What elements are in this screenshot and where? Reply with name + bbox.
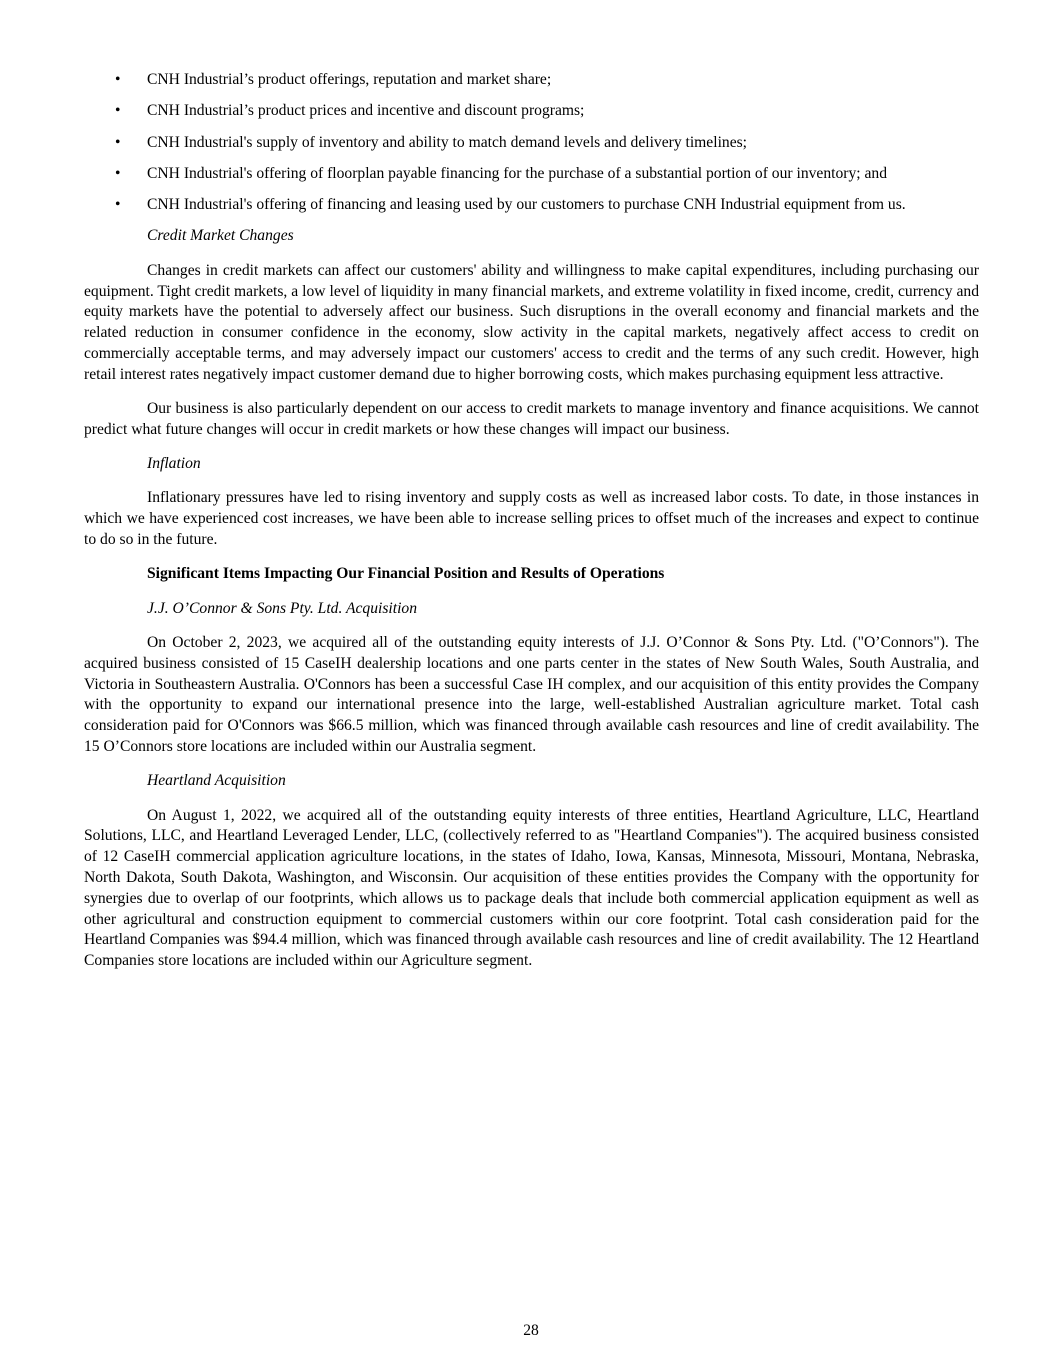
- cnh-factors-list: [84, 70, 979, 216]
- oconnor-acquisition-paragraph: On October 2, 2023, we acquired all of the outstanding equity interests of J.J. O’Connor & Sons Pty. Ltd. ("O’Connors"). The acquired business consisted of 15 CaseIH dealership locations and one parts center in the states of New South Wales, South Australia, and Victoria in Southeastern Australia. O'Connors has been a successful Case IH complex, and our acquisition of this entity provides the Company with the opportunity to expand our international presence into the large, well-established Australian agriculture market. Total cash consideration paid for O'Connors was $66.5 million, which was financed through available cash resources and line of credit availability. The 15 O’Connors store locations are included within our Australia segment.: [84, 633, 979, 755]
- inflation-heading: Inflation: [147, 455, 201, 473]
- heartland-acquisition-heading: Heartland Acquisition: [147, 772, 286, 790]
- heartland-acquisition-paragraph: On August 1, 2022, we acquired all of the outstanding equity interests of three entities, Heartland Agriculture, LLC, Heartland Solutions, LLC, and Heartland Leveraged Lender, LLC, (collectively referred to as "Heartland Companies"). The acquired business consisted of 12 CaseIH commercial application agriculture locations, in the states of Idaho, Iowa, Kansas, Minnesota, Missouri, Montana, Nebraska, North Dakota, South Dakota, Washington, and Wisconsin. Our acquisition of these entities provides the Company with the opportunity for synergies due to overlap of our footprints, which allows us to package deals that include both commercial application equipment as well as other agricultural and construction equipment to commercial customers within our core footprint. Total cash consideration paid for the Heartland Companies was $94.4 million, which was financed through available cash resources and line of credit availability. The 12 Heartland Companies store locations are included within our Agriculture segment.: [84, 806, 979, 970]
- list-item: [84, 70, 979, 91]
- bullet-icon: •: [115, 102, 121, 120]
- list-item: [84, 133, 979, 154]
- bullet-icon: •: [115, 196, 121, 214]
- credit-market-paragraph-2: Our business is also particularly dependent on our access to credit markets to manage inventory and finance acquisitions. We cannot predict what future changes will occur in credit markets or how these changes will impact our business.: [84, 400, 979, 438]
- list-item-text: CNH Industrial's offering of financing and leasing used by our customers to purchase CNH Industrial equipment from us.: [147, 196, 906, 214]
- bullet-icon: •: [115, 164, 121, 182]
- list-item-text: CNH Industrial's supply of inventory and ability to match demand levels and delivery timelines;: [147, 133, 748, 151]
- bullet-icon: •: [115, 71, 121, 88]
- list-item: [84, 195, 979, 216]
- bullet-icon: •: [115, 133, 121, 151]
- list-item: [84, 164, 979, 185]
- document-page: [84, 70, 979, 985]
- significant-items-heading: Significant Items Impacting Our Financial Position and Results of Operations: [147, 565, 665, 583]
- list-item-text: CNH Industrial’s product offerings, reputation and market share;: [147, 71, 552, 88]
- list-item-text: CNH Industrial’s product prices and incentive and discount programs;: [147, 102, 585, 120]
- inflation-paragraph: Inflationary pressures have led to rising inventory and supply costs as well as increased labor costs. To date, in those instances in which we have experienced cost increases, we have been able to increase selling prices to offset much of the increases and expect to continue to do so in the future.: [84, 489, 979, 549]
- list-item-text: CNH Industrial's offering of floorplan payable financing for the purchase of a substantial portion of our inventory; and: [147, 164, 887, 182]
- credit-market-paragraph-1: Changes in credit markets can affect our customers' ability and willingness to make capital expenditures, including purchasing our equipment. Tight credit markets, a low level of liquidity in many financial markets, and extreme volatility in fixed income, credit, currency and equity markets have the potential to adversely affect our business. Such disruptions in the overall economy and financial markets and the related reduction in consumer confidence in the economy, slow activity in the capital markets, negatively affect access to credit on commercially acceptable terms, and may adversely impact our customers' access to credit and the terms of any such credit. However, high retail interest rates negatively impact customer demand due to higher borrowing costs, which makes purchasing equipment less attractive.: [84, 261, 979, 383]
- list-item: [84, 101, 979, 122]
- page-number: 28: [523, 1322, 539, 1339]
- credit-market-heading: Credit Market Changes: [147, 227, 294, 245]
- oconnor-acquisition-heading: J.J. O’Connor & Sons Pty. Ltd. Acquisition: [147, 599, 417, 617]
